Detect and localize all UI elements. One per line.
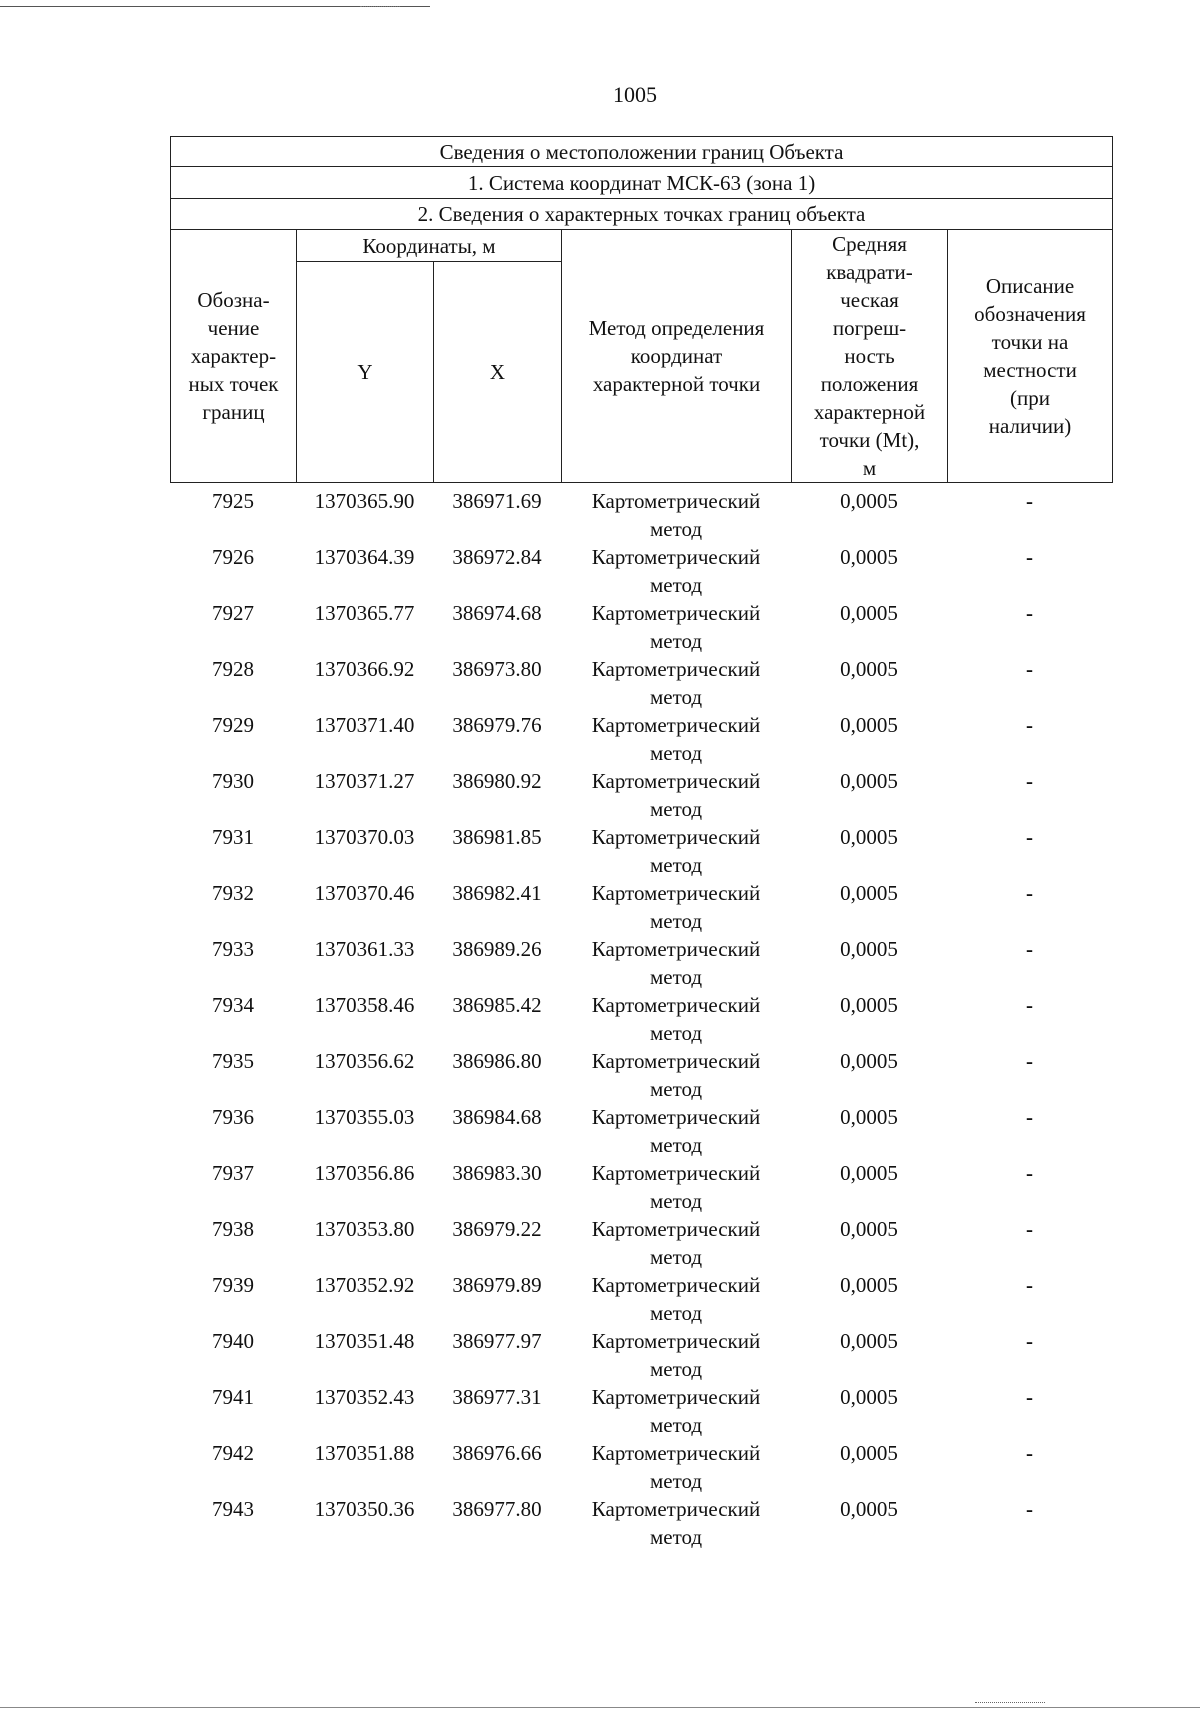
description-cell: - (1026, 601, 1033, 625)
error-cell: 0,0005 (840, 1217, 898, 1241)
point-id-cell: 7942 (212, 1441, 254, 1465)
x-coordinate-cell: 386976.66 (452, 1441, 542, 1465)
description-cell: - (1026, 545, 1033, 569)
description-cell: - (1026, 993, 1033, 1017)
y-coordinate-cell: 1370371.27 (314, 769, 415, 793)
y-coordinate-cell: 1370356.86 (314, 1161, 415, 1185)
y-coordinate-cell: 1370371.40 (314, 713, 415, 737)
table-row (170, 1383, 1112, 1439)
error-cell: 0,0005 (840, 769, 898, 793)
point-id-cell: 7938 (212, 1217, 254, 1241)
x-coordinate-cell: 386984.68 (452, 1105, 542, 1129)
method-cell: Картометрический метод (591, 937, 761, 989)
table-row (170, 711, 1112, 767)
y-coordinate-cell: 1370365.90 (314, 489, 415, 513)
point-id-cell: 7941 (212, 1385, 254, 1409)
point-id-cell: 7933 (212, 937, 254, 961)
error-cell: 0,0005 (840, 1273, 898, 1297)
table-row (170, 487, 1112, 543)
x-coordinate-cell: 386980.92 (452, 769, 542, 793)
description-cell: - (1026, 937, 1033, 961)
table-row (170, 1327, 1112, 1383)
table-row (170, 935, 1112, 991)
x-coordinate-cell: 386981.85 (452, 825, 542, 849)
method-cell: Картометрический метод (591, 601, 761, 653)
error-cell: 0,0005 (840, 1385, 898, 1409)
scan-artifact-top (360, 6, 400, 15)
point-id-cell: 7927 (212, 601, 254, 625)
x-coordinate-cell: 386971.69 (452, 489, 542, 513)
col-header-error: Средняя квадрати- ческая погреш- ность положения характерной точки (Mt), м (792, 230, 948, 483)
point-id-cell: 7932 (212, 881, 254, 905)
page-number: 1005 (613, 82, 657, 107)
method-cell: Картометрический метод (591, 1105, 761, 1157)
method-cell: Картометрический метод (591, 825, 761, 877)
point-id-cell: 7931 (212, 825, 254, 849)
table-row (170, 1047, 1112, 1103)
description-cell: - (1026, 1217, 1033, 1241)
description-cell: - (1026, 769, 1033, 793)
y-coordinate-cell: 1370351.88 (314, 1441, 415, 1465)
x-coordinate-cell: 386977.97 (452, 1329, 542, 1353)
description-cell: - (1026, 825, 1033, 849)
x-coordinate-cell: 386982.41 (452, 881, 542, 905)
error-cell: 0,0005 (840, 1329, 898, 1353)
description-cell: - (1026, 1385, 1033, 1409)
point-id-cell: 7936 (212, 1105, 254, 1129)
table-row (170, 879, 1112, 935)
method-cell: Картометрический метод (591, 769, 761, 821)
method-cell: Картометрический метод (591, 881, 761, 933)
description-cell: - (1026, 1273, 1033, 1297)
method-cell: Картометрический метод (591, 1385, 761, 1437)
y-coordinate-cell: 1370370.03 (314, 825, 415, 849)
error-cell: 0,0005 (840, 489, 898, 513)
point-id-cell: 7935 (212, 1049, 254, 1073)
error-cell: 0,0005 (840, 937, 898, 961)
error-cell: 0,0005 (840, 1049, 898, 1073)
method-cell: Картометрический метод (591, 1497, 761, 1549)
description-cell: - (1026, 1105, 1033, 1129)
point-id-cell: 7928 (212, 657, 254, 681)
error-cell: 0,0005 (840, 881, 898, 905)
description-cell: - (1026, 1497, 1033, 1521)
data-table-body (170, 487, 1112, 1551)
x-coordinate-cell: 386989.26 (452, 937, 542, 961)
method-cell: Картометрический метод (591, 713, 761, 765)
x-coordinate-cell: 386986.80 (452, 1049, 542, 1073)
x-coordinate-cell: 386985.42 (452, 993, 542, 1017)
x-coordinate-cell: 386974.68 (452, 601, 542, 625)
col-header-y: Y (297, 262, 434, 483)
y-coordinate-cell: 1370356.62 (314, 1049, 415, 1073)
table-row (170, 1271, 1112, 1327)
error-cell: 0,0005 (840, 545, 898, 569)
description-cell: - (1026, 657, 1033, 681)
y-coordinate-cell: 1370361.33 (314, 937, 415, 961)
x-coordinate-cell: 386979.22 (452, 1217, 542, 1241)
x-coordinate-cell: 386979.76 (452, 713, 542, 737)
point-id-cell: 7929 (212, 713, 254, 737)
col-header-designation: Обозна- чение характер- ных точек границ (171, 230, 297, 483)
x-coordinate-cell: 386977.80 (452, 1497, 542, 1521)
error-cell: 0,0005 (840, 1497, 898, 1521)
scan-edge-bottom (0, 1707, 1200, 1708)
col-header-description: Описание обозначения точки на местности (при наличии) (948, 230, 1113, 483)
table-row (170, 1215, 1112, 1271)
y-coordinate-cell: 1370350.36 (314, 1497, 415, 1521)
col-header-method: Метод определения координат характерной точки (562, 230, 792, 483)
table-row (170, 823, 1112, 879)
description-cell: - (1026, 1049, 1033, 1073)
col-header-x: X (434, 262, 562, 483)
coordinate-system-row: 1. Система координат МСК-63 (зона 1) (171, 167, 1113, 199)
method-cell: Картометрический метод (591, 545, 761, 597)
table-row (170, 543, 1112, 599)
method-cell: Картометрический метод (591, 1441, 761, 1493)
point-id-cell: 7930 (212, 769, 254, 793)
error-cell: 0,0005 (840, 1441, 898, 1465)
y-coordinate-cell: 1370355.03 (314, 1105, 415, 1129)
method-cell: Картометрический метод (591, 489, 761, 541)
table-row (170, 655, 1112, 711)
y-coordinate-cell: 1370353.80 (314, 1217, 415, 1241)
point-id-cell: 7939 (212, 1273, 254, 1297)
error-cell: 0,0005 (840, 1161, 898, 1185)
y-coordinate-cell: 1370351.48 (314, 1329, 415, 1353)
x-coordinate-cell: 386972.84 (452, 545, 542, 569)
x-coordinate-cell: 386979.89 (452, 1273, 542, 1297)
method-cell: Картометрический метод (591, 1161, 761, 1213)
point-id-cell: 7934 (212, 993, 254, 1017)
error-cell: 0,0005 (840, 601, 898, 625)
method-cell: Картометрический метод (591, 993, 761, 1045)
method-cell: Картометрический метод (591, 1049, 761, 1101)
method-cell: Картометрический метод (591, 657, 761, 709)
method-cell: Картометрический метод (591, 1217, 761, 1269)
coordinates-data-table (170, 487, 1112, 1551)
x-coordinate-cell: 386983.30 (452, 1161, 542, 1185)
y-coordinate-cell: 1370352.43 (314, 1385, 415, 1409)
error-cell: 0,0005 (840, 1105, 898, 1129)
y-coordinate-cell: 1370366.92 (314, 657, 415, 681)
table-row (170, 991, 1112, 1047)
x-coordinate-cell: 386977.31 (452, 1385, 542, 1409)
description-cell: - (1026, 1161, 1033, 1185)
table-row (170, 1495, 1112, 1551)
point-id-cell: 7937 (212, 1161, 254, 1185)
description-cell: - (1026, 1441, 1033, 1465)
description-cell: - (1026, 881, 1033, 905)
method-cell: Картометрический метод (591, 1329, 761, 1381)
point-id-cell: 7926 (212, 545, 254, 569)
error-cell: 0,0005 (840, 825, 898, 849)
error-cell: 0,0005 (840, 993, 898, 1017)
table-row (170, 1103, 1112, 1159)
method-cell: Картометрический метод (591, 1273, 761, 1325)
y-coordinate-cell: 1370365.77 (314, 601, 415, 625)
y-coordinate-cell: 1370358.46 (314, 993, 415, 1017)
coordinates-header-table (170, 136, 1113, 483)
table-row (170, 1159, 1112, 1215)
error-cell: 0,0005 (840, 657, 898, 681)
x-coordinate-cell: 386973.80 (452, 657, 542, 681)
description-cell: - (1026, 1329, 1033, 1353)
table-row (170, 599, 1112, 655)
col-header-coordinates: Координаты, м (297, 230, 562, 262)
point-id-cell: 7940 (212, 1329, 254, 1353)
scan-artifact-bottom (975, 1702, 1045, 1706)
error-cell: 0,0005 (840, 713, 898, 737)
table-row (170, 1439, 1112, 1495)
y-coordinate-cell: 1370370.46 (314, 881, 415, 905)
point-id-cell: 7925 (212, 489, 254, 513)
points-section-row: 2. Сведения о характерных точках границ объекта (171, 199, 1113, 230)
point-id-cell: 7943 (212, 1497, 254, 1521)
table-row (170, 767, 1112, 823)
description-cell: - (1026, 489, 1033, 513)
description-cell: - (1026, 713, 1033, 737)
y-coordinate-cell: 1370352.92 (314, 1273, 415, 1297)
table-title: Сведения о местоположении границ Объекта (171, 137, 1113, 167)
y-coordinate-cell: 1370364.39 (314, 545, 415, 569)
